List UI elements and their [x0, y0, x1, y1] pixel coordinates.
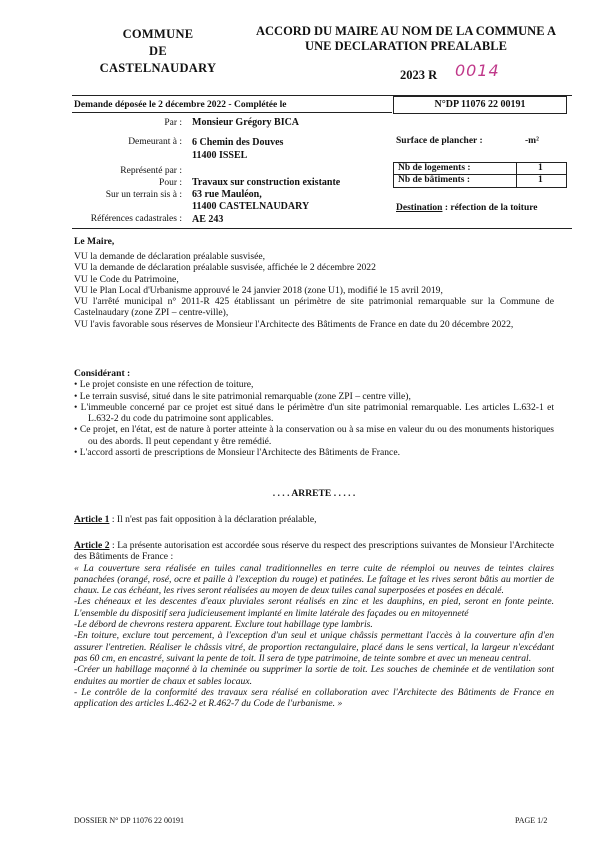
counts-table — [393, 162, 567, 188]
surface-value: -m² — [525, 136, 539, 146]
commune-line: COMMUNE — [122, 27, 194, 41]
nb-logements-value: 1 — [538, 163, 543, 173]
represente-label: Représenté par : — [120, 166, 182, 176]
pour-label: Pour : — [159, 178, 182, 188]
vu-item: VU l'avis favorable sous réserves de Monsieur l'Architecte des Bâtiments de France en date du 20 décembre 2022, — [74, 318, 514, 330]
year-reference: 2023 R — [400, 68, 438, 82]
vu-item: VU le Code du Patrimoine, — [74, 273, 179, 285]
prescription-item: - Le contrôle de la conformité des travaux sera réalisé en collaboration avec l'Architecte des Bâtiments de France en application des articles L.462-2 et R.462-7 du Code de l'urbanisme. » — [74, 686, 554, 710]
article-2-text: : La présente autorisation est accordée sous réserve du respect des prescriptions suivantes de Monsieur l'Architecte des Bâtiments de France : — [74, 540, 554, 563]
considerant-item: • Le projet consiste en une réfection de toiture, — [74, 379, 254, 391]
considerant-item: • L'accord assorti de prescriptions de Monsieur l'Architecte des Bâtiments de France. — [74, 447, 400, 459]
handwritten-number: 0014 — [455, 61, 500, 80]
document-title — [236, 24, 576, 54]
prescription-item: -En toiture, exclure tout percement, à l'exception d'un seul et unique châssis permettant l'accès à la couverture afin d'en assurer l'entretien. Réaliser le châssis vitré, de proportion rectangulaire, placé dans le sens vertical, la largeur n'excédant pas 60 cm, en encastré, suivant la pente de toit. Il sera de type patrimoine, de teinte sombre et avec un meneau central. — [74, 630, 554, 664]
considerant-heading: Considérant : — [74, 368, 131, 379]
considerant-item: • L'immeuble concerné par ce projet est situé dans le périmètre d'un site patrimonial remarquable. Les articles L.632-1 et L.632-2 du code du patrimoine sont applicables. — [74, 401, 554, 425]
prescription-item: -Créer un habillage maçonné à la cheminée ou supprimer la sortie de toit. Les souches de cheminée et de ventilation sont enduites au mortier de chaux et sables locaux. — [74, 664, 554, 687]
prescription-item: « La couverture sera réalisée en tuiles canal traditionnelles en terre cuite de réemploi ou neuves de teintes claires panachées (orangé, rosé, ocre et paille à l'exception du rouge) et patinées. Le faîtage et les rives seront bâtis au mortier de chaux. Le cas échéant, les rives seront réalisées au moyen de deux tuiles canal superposées et posées en décalé. — [74, 562, 554, 597]
demeurant-line2: 11400 ISSEL — [192, 150, 248, 161]
considerant-item: • Le terrain susvisé, situé dans le site patrimonial remarquable (zone ZPI – centre ville), — [74, 390, 411, 402]
le-maire-heading: Le Maire, — [74, 236, 115, 247]
demeurant-label: Demeurant à : — [128, 137, 182, 147]
pour-value: Travaux sur construction existante — [192, 177, 341, 188]
vu-section — [74, 251, 554, 330]
surface-label: Surface de plancher : — [396, 136, 483, 146]
vu-item: VU la demande de déclaration préalable susvisée, affichée le 2 décembre 2022 — [74, 262, 376, 274]
par-label: Par : — [164, 118, 182, 128]
references-value: AE 243 — [192, 214, 224, 225]
article-1-text: : Il n'est pas fait opposition à la déclaration préalable, — [109, 514, 317, 525]
nb-batiments-label: Nb de bâtiments : — [398, 175, 471, 185]
vu-item: VU l'arrêté municipal n° 2011-R 425 établissant un périmètre de site patrimonial remarquable sur la Commune de Castelnaudary (zone ZPI – centre-ville), — [74, 296, 554, 319]
destination-label: Destination — [396, 203, 443, 213]
destination — [396, 203, 538, 213]
arrete-heading: . . . . ARRETE . . . . . — [272, 488, 356, 499]
divider — [72, 112, 392, 113]
par-value: Monsieur Grégory BICA — [192, 117, 300, 128]
nb-logements-label: Nb de logements : — [398, 163, 471, 173]
terrain-line2: 11400 CASTELNAUDARY — [192, 201, 310, 212]
nb-batiments-value: 1 — [538, 175, 543, 185]
dossier-number: N°DP 11076 22 00191 — [434, 99, 526, 110]
divider — [72, 228, 572, 229]
footer-page: PAGE 1/2 — [515, 816, 548, 825]
article-1 — [74, 514, 554, 525]
article-2 — [74, 540, 554, 709]
title-line: ACCORD DU MAIRE AU NOM DE LA COMMUNE A — [256, 24, 556, 38]
table-divider — [516, 163, 517, 187]
footer-dossier: DOSSIER N° DP 11076 22 00191 — [74, 816, 184, 825]
dossier-number-box — [393, 96, 567, 114]
article-2-label: Article 2 — [74, 540, 110, 551]
terrain-label: Sur un terrain sis à : — [105, 190, 182, 200]
terrain-line1: 63 rue Mauléon, — [192, 189, 262, 200]
vu-item: VU le Plan Local d'Urbanisme approuvé le 24 janvier 2018 (zone U1), modifié le 15 avril 2019, — [74, 284, 443, 296]
considerant-item: • Ce projet, en l'état, est de nature à porter atteinte à la conservation ou à sa mise en valeur du ou des monuments historiques ou des abords. Il peut cependant y être remédié. — [74, 424, 554, 447]
le-maire — [74, 236, 554, 247]
prescription-item: -Les chéneaux et les descentes d'eaux pluviales seront réalisés en zinc et les dauphins, en pied, seront en fonte peinte. L'ensemble du dispositif sera judicieusement implanté en limite latérale des façades ou en mitoyenneté — [74, 596, 554, 619]
commune-name — [88, 26, 228, 77]
demeurant-line1: 6 Chemin des Douves — [192, 137, 284, 148]
title-line: UNE DECLARATION PREALABLE — [305, 39, 507, 53]
demande-text: Demande déposée le 2 décembre 2022 - Complétée le — [74, 100, 287, 110]
considerant-section — [74, 368, 554, 458]
prescription-item: -Le débord de chevrons restera apparent. Exclure tout habillage type lambris. — [74, 619, 373, 631]
commune-line: CASTELNAUDARY — [99, 61, 217, 75]
destination-value: : réfection de la toiture — [442, 203, 538, 213]
commune-line: DE — [149, 44, 167, 58]
vu-item: VU la demande de déclaration préalable susvisée, — [74, 251, 265, 262]
references-label: Références cadastrales : — [90, 214, 182, 224]
article-1-label: Article 1 — [74, 514, 110, 525]
